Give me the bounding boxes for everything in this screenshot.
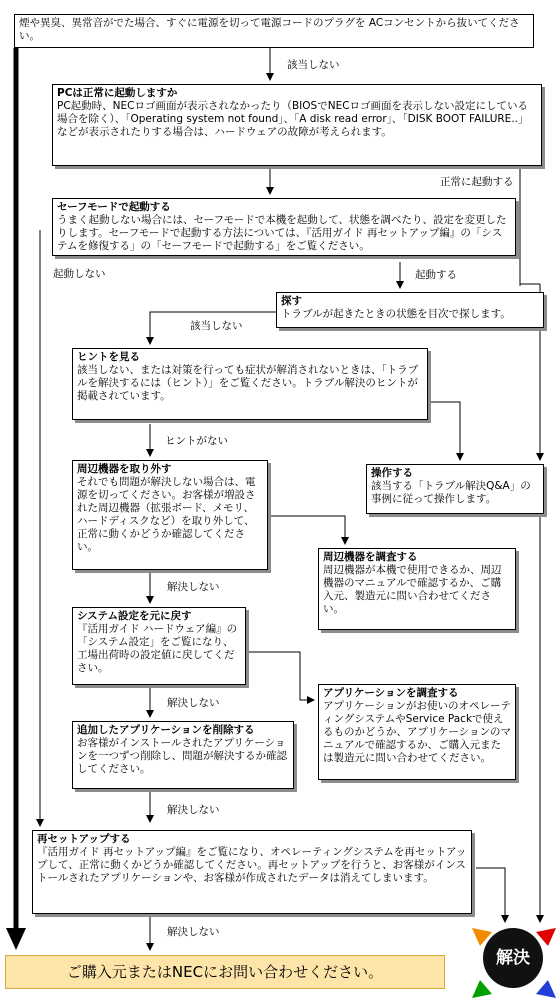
hint-title: ヒントを見る: [77, 351, 140, 363]
hint-text: 該当しない、または対策を行っても症状が解消されないときは、「トラブルを解決するには（ヒント）」をご覧ください。トラブル解決のヒントが掲載されています。: [77, 364, 419, 402]
solved-badge: 解決: [483, 928, 543, 988]
check-apps-title: アプリケーションを調査する: [323, 687, 459, 699]
label-unsolved-3: 解決しない: [167, 804, 220, 816]
check-peripherals-title: 周辺機器を調査する: [323, 551, 418, 563]
check-apps-box: [318, 684, 516, 780]
label-no-boot: 起動しない: [53, 268, 106, 280]
label-unsolved-2: 解決しない: [167, 697, 220, 709]
check-peripherals-text: 周辺機器が本機で使用できるか、周辺機器のマニュアルで確認するか、ご購入元、製造元に問い合わせてください。: [323, 564, 502, 615]
check-peripherals-box: [318, 548, 516, 630]
operate-text: 該当する「トラブル解決Q&A」の事例に従って操作します。: [371, 480, 531, 505]
restore-settings-box: [72, 607, 246, 685]
label-no-hint: ヒントがない: [165, 435, 228, 447]
search-box: [276, 292, 544, 328]
hint-box: [72, 348, 428, 420]
operate-title: 操作する: [371, 467, 413, 479]
label-normal-boot: 正常に起動する: [440, 176, 514, 188]
remove-apps-text: お客様がインストールされたアプリケーションを一つずつ削除し、問題が解決するか確認してください。: [77, 737, 287, 775]
remove-peripherals-text: それでも問題が解決しない場合は、電源を切ってください。お客様が増設された周辺機器（拡張ボード、メモリ、ハードディスクなど）を取り外して、正常に動くかどうか確認してください。: [77, 476, 256, 553]
label-unsolved-4: 解決しない: [167, 926, 220, 938]
safe-mode-box: [52, 198, 516, 256]
contact-final-box: ご購入元またはNECにお問い合わせください。: [5, 955, 445, 989]
safe-mode-title: セーフモードで起動する: [57, 201, 171, 213]
check-apps-text: アプリケーションがお使いのオペレーティングシステムやService Packで使えるものかどうか、アプリケーションのマニュアルで確認するか、ご購入元または製造元に問い合わせてください。: [323, 700, 511, 764]
pc-boot-title: PCは正常に起動しますか: [57, 87, 178, 99]
label-boots: 起動する: [415, 269, 457, 281]
restore-settings-text: 『活用ガイド ハードウェア編』の「システム設定」をご覧になり、工場出荷時の設定値に戻してください。: [77, 623, 238, 674]
search-text: トラブルが起きたときの状態を目次で探します。: [281, 308, 511, 320]
start-text: 煙や異臭、異常音がでた場合、すぐに電源を切って電源コードのプラグを ACコンセントから抜いてください。: [19, 17, 520, 42]
search-title: 探す: [281, 295, 302, 307]
restore-settings-title: システム設定を元に戻す: [77, 610, 192, 622]
remove-peripherals-box: [72, 460, 268, 570]
remove-peripherals-title: 周辺機器を取り外す: [77, 463, 172, 475]
remove-apps-box: [72, 721, 294, 789]
pc-boot-text: PC起動時、NECロゴ画面が表示されなかったり（BIOSでNECロゴ画面を表示しない設定にしている場合を除く）、「Operating system not found」、「A disk read error」、「DISK BOOT FAILURE..」などが表示されたりする場合は、ハードウェアの故障が考えられます。: [57, 100, 529, 138]
reinstall-box: [32, 830, 472, 914]
safe-mode-text: うまく起動しない場合には、セーフモードで本機を起動して、状態を調べたり、設定を変更したりします。セーフモードで起動する方法については、『活用ガイド 再セットアップ編』の「システムを修復する」の「セーフモードで起動する」をご覧ください。: [57, 214, 507, 252]
label-not-applicable-1: 該当しない: [287, 59, 340, 71]
reinstall-text: 『活用ガイド 再セットアップ編』をご覧になり、オペレーティングシステムを再セットアップして、正常に動くかどうか確認してください。再セットアップを行うと、お客様がインストールされたアプリケーションや、お客様が作成されたデータは消えてしまいます。: [37, 846, 467, 884]
label-not-applicable-2: 該当しない: [190, 320, 243, 332]
start-box: [14, 14, 534, 48]
operate-box: [366, 464, 544, 514]
pc-boot-box: [52, 84, 542, 166]
label-unsolved-1: 解決しない: [167, 581, 220, 593]
reinstall-title: 再セットアップする: [37, 833, 131, 845]
remove-apps-title: 追加したアプリケーションを削除する: [77, 724, 255, 736]
